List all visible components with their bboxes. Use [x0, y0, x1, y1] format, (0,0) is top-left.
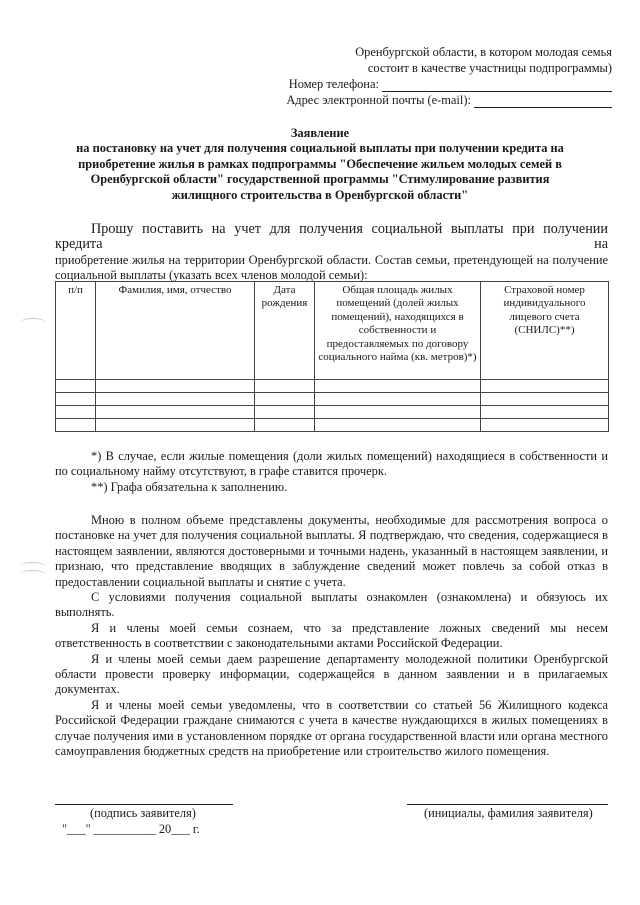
email-field[interactable] — [474, 95, 612, 108]
table-cell[interactable] — [56, 380, 96, 393]
col-birthdate-header: Дата рождения — [255, 282, 315, 380]
name-label: (инициалы, фамилия заявителя) — [424, 806, 593, 820]
footnotes — [55, 449, 608, 495]
table-cell[interactable] — [315, 393, 481, 406]
phone-label: Номер телефона: — [288, 77, 379, 91]
header-line-2: состоит в качестве участницы подпрограммы) — [367, 61, 612, 75]
family-members-table — [55, 281, 609, 432]
table-cell[interactable] — [481, 419, 609, 432]
recipient-header — [282, 44, 612, 108]
title-line-1: на постановку на учет для получения социальной выплаты при получении кредита на — [76, 141, 564, 156]
intro-paragraph — [55, 222, 608, 284]
title-line-3: Оренбургской области" государственной программы "Стимулирование развития — [90, 172, 550, 187]
footnote-1: *) В случае, если жилые помещения (доли жилых помещений) находящиеся в собственности и по социальному найму отсутствуют, в графе ставится прочерк. — [55, 449, 608, 479]
title-word: Заявление — [290, 126, 350, 140]
table-cell[interactable] — [96, 419, 255, 432]
declaration-paragraph-4: Я и члены моей семьи даем разрешение департаменту молодежной политики Оренбургской области провести проверку информации, содержащейся в данном заявлении и в прилагаемых документах. — [55, 651, 608, 697]
table-cell[interactable] — [315, 406, 481, 419]
phone-field[interactable] — [382, 79, 612, 92]
document-title — [40, 126, 600, 203]
table-cell[interactable] — [56, 419, 96, 432]
date-line[interactable]: "___" __________ 20___ г. — [62, 822, 200, 836]
declaration-paragraph-5: Я и члены моей семьи уведомлены, что в соответствии со статьей 56 Жилищного кодекса Российской Федерации граждане снимаются с учета в качестве нуждающихся в жилых помещениях в случае получения ими в установленном порядке от органа государственной власти или органа местного самоуправления бюджетных средств на приобретение или строительство жилого помещения. — [55, 697, 608, 759]
email-label: Адрес электронной почты (e-mail): — [286, 93, 471, 107]
title-line-4: жилищного строительства в Оренбургской области" — [171, 187, 469, 202]
col-snils-header: Страховой номер индивидуального лицевого счета (СНИЛС)**) — [481, 282, 609, 380]
email-row — [282, 92, 612, 108]
table-cell[interactable] — [56, 406, 96, 419]
table-cell[interactable] — [255, 419, 315, 432]
table-cell[interactable] — [255, 380, 315, 393]
declaration-paragraph-2: С условиями получения социальной выплаты ознакомлен (ознакомлена) и обязуюсь их выполнять. — [55, 590, 608, 620]
table-cell[interactable] — [315, 419, 481, 432]
table-cell[interactable] — [255, 393, 315, 406]
header-line-1: Оренбургской области, в котором молодая семья — [355, 45, 612, 59]
table-row — [56, 419, 609, 432]
table-cell[interactable] — [96, 406, 255, 419]
declaration-paragraph-1: Мною в полном объеме представлены документы, необходимые для рассмотрения вопроса о постановке на учет для получения социальной выплаты. Я подтверждаю, что сведения, содержащиеся в настоящем заявлении, являются достоверными и точными надень, указанный в настоящем заявлении, и признаю, что представление вводящих в заблуждение сведений может повлечь за собой отказ в предоставлении социальной выплаты и снятие с учета. — [55, 513, 608, 589]
signature-line[interactable] — [55, 804, 233, 805]
col-number-header: п/п — [56, 282, 96, 380]
col-fullname-header: Фамилия, имя, отчество — [96, 282, 255, 380]
table-row — [56, 406, 609, 419]
col-area-header: Общая площадь жилых помещений (долей жилых помещений), находящихся в собственности и предоставляемых по договору социального найма (кв. метров)*) — [315, 282, 481, 380]
footnote-2: **) Графа обязательна к заполнению. — [91, 479, 288, 494]
scan-artifact — [20, 318, 46, 327]
table-row — [56, 393, 609, 406]
table-cell[interactable] — [481, 380, 609, 393]
title-line-2: приобретение жилья в рамках подпрограммы "Обеспечение жильем молодых семей в — [78, 156, 562, 171]
table-cell[interactable] — [315, 380, 481, 393]
signature-label: (подпись заявителя) — [90, 806, 196, 820]
table-cell[interactable] — [56, 393, 96, 406]
declaration-text — [55, 513, 608, 760]
name-line[interactable] — [407, 804, 608, 805]
table-cell[interactable] — [481, 406, 609, 419]
declaration-paragraph-3: Я и члены моей семьи сознаем, что за представление ложных сведений мы несем ответственность в соответствии с законодательными актами Российской Федерации. — [55, 620, 608, 651]
table-cell[interactable] — [96, 393, 255, 406]
intro-lead: Прошу поставить на учет для получения социальной выплаты при получении кредита на — [55, 221, 608, 253]
table-cell[interactable] — [255, 406, 315, 419]
scan-artifact — [20, 570, 46, 579]
table-header-row — [56, 282, 609, 380]
table-cell[interactable] — [481, 393, 609, 406]
intro-rest: приобретение жилья на территории Оренбургской области. Состав семьи, претендующей на получение социальной выплаты (указать всех членов молодой семьи): — [55, 252, 608, 283]
table-cell[interactable] — [96, 380, 255, 393]
table-row — [56, 380, 609, 393]
phone-row — [282, 76, 612, 92]
